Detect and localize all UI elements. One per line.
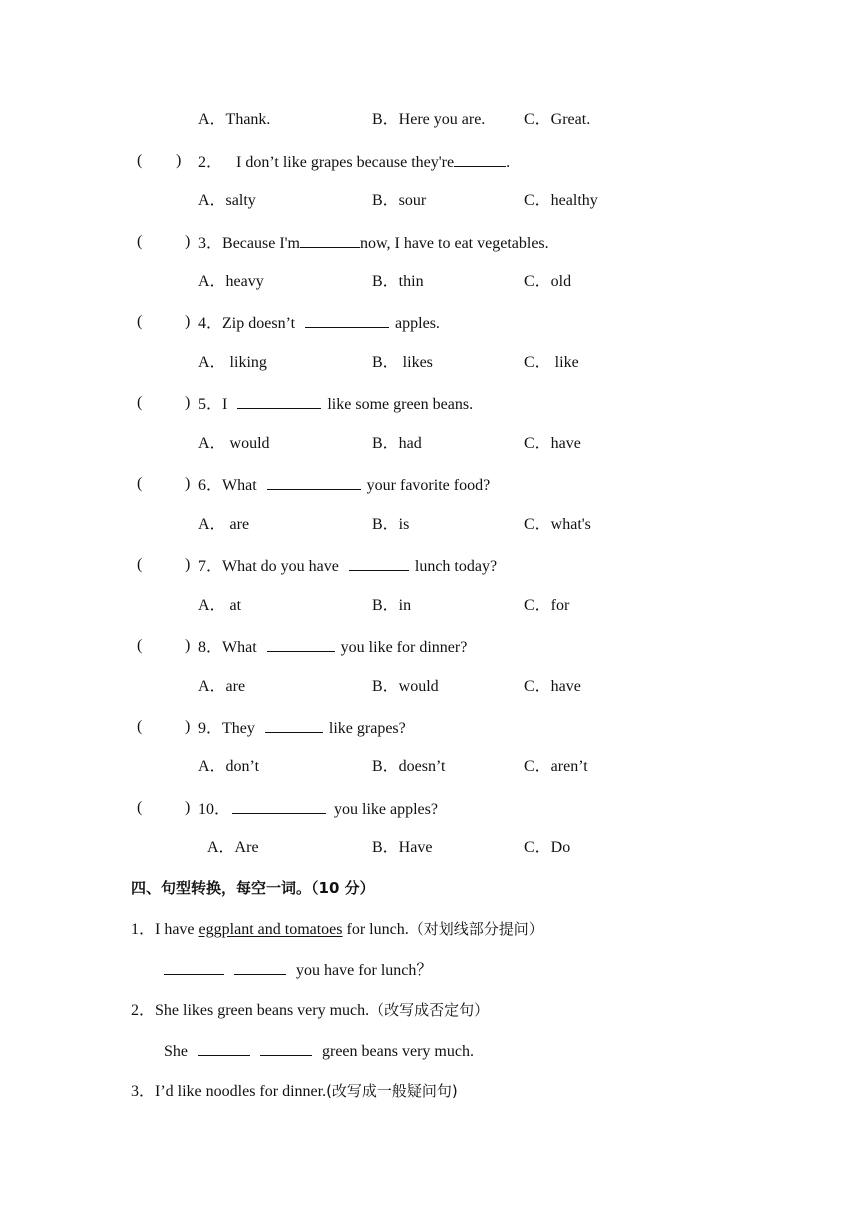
- q2-option-b: B．sour: [372, 192, 427, 209]
- question-text: What do you have: [222, 558, 339, 575]
- answer-blank[interactable]: [234, 959, 286, 975]
- section-heading: 四、句型转换，每空一词。（10 分）: [131, 879, 375, 897]
- answer-paren-open: (: [137, 233, 143, 250]
- answer-paren-open: (: [137, 556, 143, 573]
- answer-paren-open: (: [137, 152, 143, 169]
- instruction-text: （改写成否定句）: [369, 1001, 490, 1019]
- answer-blank[interactable]: [454, 151, 506, 167]
- q6-option-a: A． are: [198, 516, 250, 533]
- question-text: 2．She likes green beans very much.: [131, 1002, 370, 1019]
- answer-paren-open: (: [137, 475, 143, 492]
- answer-paren-close: ): [185, 718, 191, 735]
- answer-paren-close: ): [185, 475, 191, 492]
- question-4: [198, 312, 440, 334]
- question-text: Zip doesn’t: [222, 315, 296, 332]
- question-7: [198, 555, 497, 577]
- answer-paren-open: (: [137, 313, 143, 330]
- question-text: I don’t like grapes because they're: [236, 154, 455, 171]
- instruction-text: (改写成一般疑问句): [326, 1082, 458, 1100]
- question-number: 2．: [198, 154, 223, 171]
- question-text: I: [222, 396, 228, 413]
- question-text: 1．I have: [131, 921, 199, 938]
- answer-blank[interactable]: [305, 312, 389, 328]
- question-number: 7．: [198, 558, 223, 575]
- q9-option-c: C．aren’t: [524, 758, 588, 775]
- transform-answer-1: [164, 959, 432, 981]
- q4-option-c: C． like: [524, 354, 579, 371]
- transform-question-2: [131, 1000, 489, 1021]
- question-number: 10．: [198, 801, 231, 818]
- question-text-end: your favorite food?: [366, 477, 491, 494]
- question-text-end: like some green beans.: [327, 396, 474, 413]
- q8-option-a: A．are: [198, 678, 246, 695]
- question-number: 3．: [198, 235, 223, 252]
- answer-text: green beans very much.: [322, 1043, 474, 1060]
- q3-option-c: C．old: [524, 273, 572, 290]
- q4-option-b: B． likes: [372, 354, 433, 371]
- question-6: [198, 474, 490, 496]
- transform-question-1: [131, 919, 544, 940]
- q8-option-c: C．have: [524, 678, 581, 695]
- answer-text: you have for lunch？: [296, 962, 433, 979]
- question-text-end: apples.: [395, 315, 440, 332]
- answer-blank[interactable]: [300, 232, 360, 248]
- q2-option-a: A．salty: [198, 192, 256, 209]
- q5-option-c: C．have: [524, 435, 581, 452]
- q7-option-b: B．in: [372, 597, 412, 614]
- q10-option-c: C．Do: [524, 839, 571, 856]
- answer-blank[interactable]: [349, 555, 409, 571]
- answer-blank[interactable]: [232, 798, 326, 814]
- question-text-end: .: [506, 154, 511, 171]
- q1-option-b: B．Here you are.: [372, 111, 486, 128]
- answer-blank[interactable]: [260, 1040, 312, 1056]
- q10-option-b: B．Have: [372, 839, 433, 856]
- answer-text: She: [164, 1043, 188, 1060]
- question-9: [198, 717, 406, 739]
- question-number: 8．: [198, 639, 223, 656]
- q3-option-b: B．thin: [372, 273, 424, 290]
- answer-paren-close: ): [185, 799, 191, 816]
- q9-option-b: B．doesn’t: [372, 758, 446, 775]
- q5-option-b: B．had: [372, 435, 422, 452]
- question-5: [198, 393, 473, 415]
- question-8: [198, 636, 467, 658]
- question-text: What: [222, 639, 257, 656]
- question-text: What: [222, 477, 257, 494]
- q10-option-a: A．Are: [207, 839, 259, 856]
- answer-blank[interactable]: [164, 959, 224, 975]
- q1-option-a: A．Thank.: [198, 111, 271, 128]
- answer-paren-close: ): [185, 233, 191, 250]
- question-3: [198, 232, 549, 254]
- question-text-end: now, I have to eat vegetables.: [359, 235, 549, 252]
- q9-option-a: A．don’t: [198, 758, 260, 775]
- answer-blank[interactable]: [198, 1040, 250, 1056]
- answer-paren-close: ): [185, 313, 191, 330]
- question-number: 4．: [198, 315, 223, 332]
- answer-blank[interactable]: [237, 393, 321, 409]
- question-10: [198, 798, 438, 820]
- question-text-end: like grapes?: [328, 720, 406, 737]
- answer-paren-open: (: [137, 718, 143, 735]
- instruction-text: （对划线部分提问）: [408, 920, 544, 938]
- question-text-end: you like for dinner?: [340, 639, 468, 656]
- answer-paren-close: ): [185, 556, 191, 573]
- question-text-end: for lunch.: [342, 921, 409, 938]
- q7-option-c: C．for: [524, 597, 570, 614]
- answer-blank[interactable]: [267, 636, 335, 652]
- q8-option-b: B．would: [372, 678, 439, 695]
- answer-blank[interactable]: [267, 474, 361, 490]
- q2-option-c: C．healthy: [524, 192, 598, 209]
- question-text: They: [222, 720, 255, 737]
- question-text: 3．I’d like noodles for dinner.: [131, 1083, 327, 1100]
- answer-paren-open: (: [137, 637, 143, 654]
- transform-answer-2: [164, 1040, 474, 1062]
- question-number: 6．: [198, 477, 223, 494]
- q5-option-a: A． would: [198, 435, 270, 452]
- answer-blank[interactable]: [265, 717, 323, 733]
- answer-paren-close: ): [185, 637, 191, 654]
- underlined-phrase: eggplant and tomatoes: [198, 921, 343, 938]
- q4-option-a: A． liking: [198, 354, 267, 371]
- answer-paren-close: ): [176, 152, 182, 169]
- question-text-end: lunch today?: [414, 558, 498, 575]
- q3-option-a: A．heavy: [198, 273, 264, 290]
- question-text-end: you like apples?: [334, 801, 438, 818]
- q7-option-a: A． at: [198, 597, 242, 614]
- question-number: 9．: [198, 720, 223, 737]
- q6-option-c: C．what's: [524, 516, 591, 533]
- answer-paren-open: (: [137, 799, 143, 816]
- q6-option-b: B．is: [372, 516, 410, 533]
- answer-paren-close: ): [185, 394, 191, 411]
- q1-option-c: C．Great.: [524, 111, 591, 128]
- question-number: 5．: [198, 396, 223, 413]
- question-2: [198, 151, 510, 173]
- transform-question-3: [131, 1081, 458, 1102]
- answer-paren-open: (: [137, 394, 143, 411]
- question-text: Because I'm: [222, 235, 300, 252]
